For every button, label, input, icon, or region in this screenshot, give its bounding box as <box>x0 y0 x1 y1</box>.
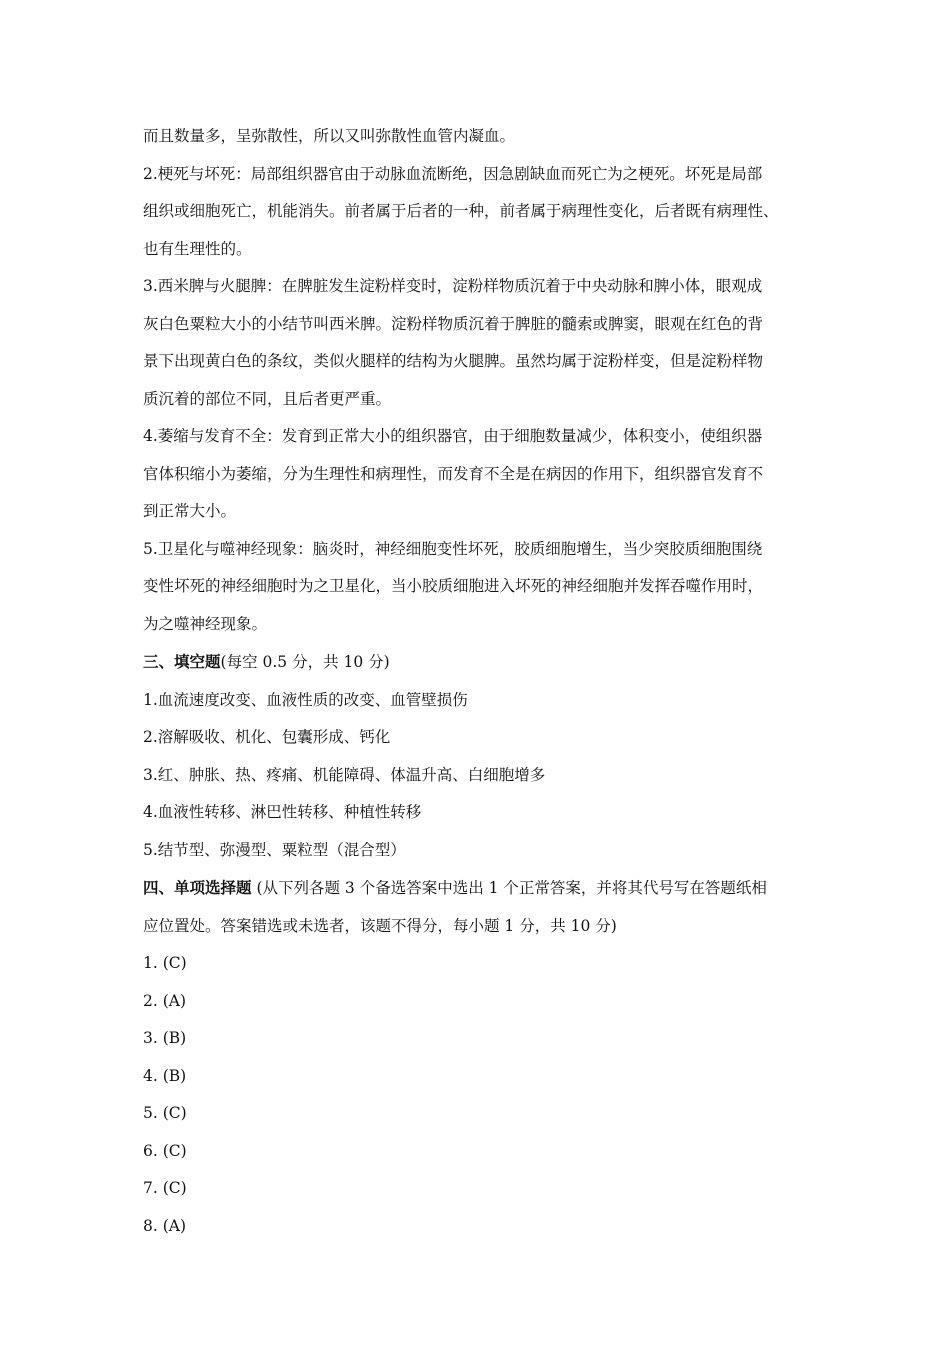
section-4-note-continued: 应位置处。答案错选或未选者，该题不得分，每小题 1 分，共 10 分) <box>143 916 617 935</box>
text-line: 组织或细胞死亡，机能消失。前者属于后者的一种，前者属于病理性变化，后者既有病理性、 <box>143 202 779 220</box>
text-line: 景下出现黄白色的条纹，类似火腿样的结构为火腿脾。虽然均属于淀粉样变，但是淀粉样物 <box>143 352 764 370</box>
comparison-2 <box>143 156 813 269</box>
text-line: 变性坏死的神经细胞时为之卫星化，当小胶质细胞进入坏死的神经细胞并发挥吞噬作用时， <box>143 577 764 595</box>
fill-blank-answers <box>143 682 813 870</box>
comparison-5 <box>143 531 813 644</box>
section-4-note: (从下列各题 3 个备选答案中选出 1 个正常答案，并将其代号写在答题纸相 <box>251 879 767 897</box>
list-item: 7. (C) <box>143 1179 187 1197</box>
text-line: 为之噬神经现象。 <box>143 614 268 633</box>
section-3-note: (每空 0.5 分，共 10 分) <box>220 653 390 671</box>
list-item: 2. (A) <box>143 991 187 1010</box>
section-4-heading <box>143 869 813 908</box>
list-item: 1. (C) <box>143 954 187 972</box>
text-line: 4.萎缩与发育不全：发育到正常大小的组织器官，由于细胞数量减少，体积变小，使组织器 <box>143 427 763 445</box>
list-item: 3.红、肿胀、热、疼痛、机能障碍、体温升高、白细胞增多 <box>143 765 546 784</box>
list-item: 1.血流速度改变、血液性质的改变、血管壁损伤 <box>143 690 468 709</box>
list-item: 4.血液性转移、淋巴性转移、种植性转移 <box>143 803 422 821</box>
text-line: 2.梗死与坏死：局部组织器官由于动脉血流断绝，因急剧缺血而死亡为之梗死。坏死是局部 <box>143 164 763 183</box>
comparison-4 <box>143 418 813 531</box>
intro-tail: 而且数量多，呈弥散性，所以又叫弥散性血管内凝血。 <box>143 127 516 145</box>
text-line: 到正常大小。 <box>143 502 237 520</box>
list-item: 8. (A) <box>143 1216 187 1235</box>
text-line: 质沉着的部位不同，且后者更严重。 <box>143 389 392 408</box>
list-item: 6. (C) <box>143 1141 187 1160</box>
choice-answers <box>143 945 813 1245</box>
text-line: 灰白色粟粒大小的小结节叫西米脾。淀粉样物质沉着于脾脏的髓索或脾窦，眼观在红色的背 <box>143 314 764 333</box>
list-item: 3. (B) <box>143 1029 187 1047</box>
section-3-title: 三、填空题 <box>143 652 221 671</box>
text-line: 也有生理性的。 <box>143 239 252 258</box>
document-body <box>143 118 813 1245</box>
list-item: 2.溶解吸收、机化、包囊形成、钙化 <box>143 728 391 746</box>
list-item: 5. (C) <box>143 1104 187 1122</box>
section-4-title: 四、单项选择题 <box>143 878 252 897</box>
text-line: 3.西米脾与火腿脾：在脾脏发生淀粉样变时，淀粉样物质沉着于中央动脉和脾小体，眼观成 <box>143 277 763 295</box>
section-3-heading <box>143 643 813 682</box>
text-line: 5.卫星化与噬神经现象：脑炎时，神经细胞变性坏死，胶质细胞增生，当少突胶质细胞围绕 <box>143 539 763 558</box>
list-item: 5.结节型、弥漫型、粟粒型（混合型） <box>143 840 406 859</box>
comparison-3 <box>143 268 813 418</box>
list-item: 4. (B) <box>143 1066 187 1085</box>
text-line: 官体积缩小为萎缩，分为生理性和病理性，而发育不全是在病因的作用下，组织器官发育不 <box>143 464 764 483</box>
